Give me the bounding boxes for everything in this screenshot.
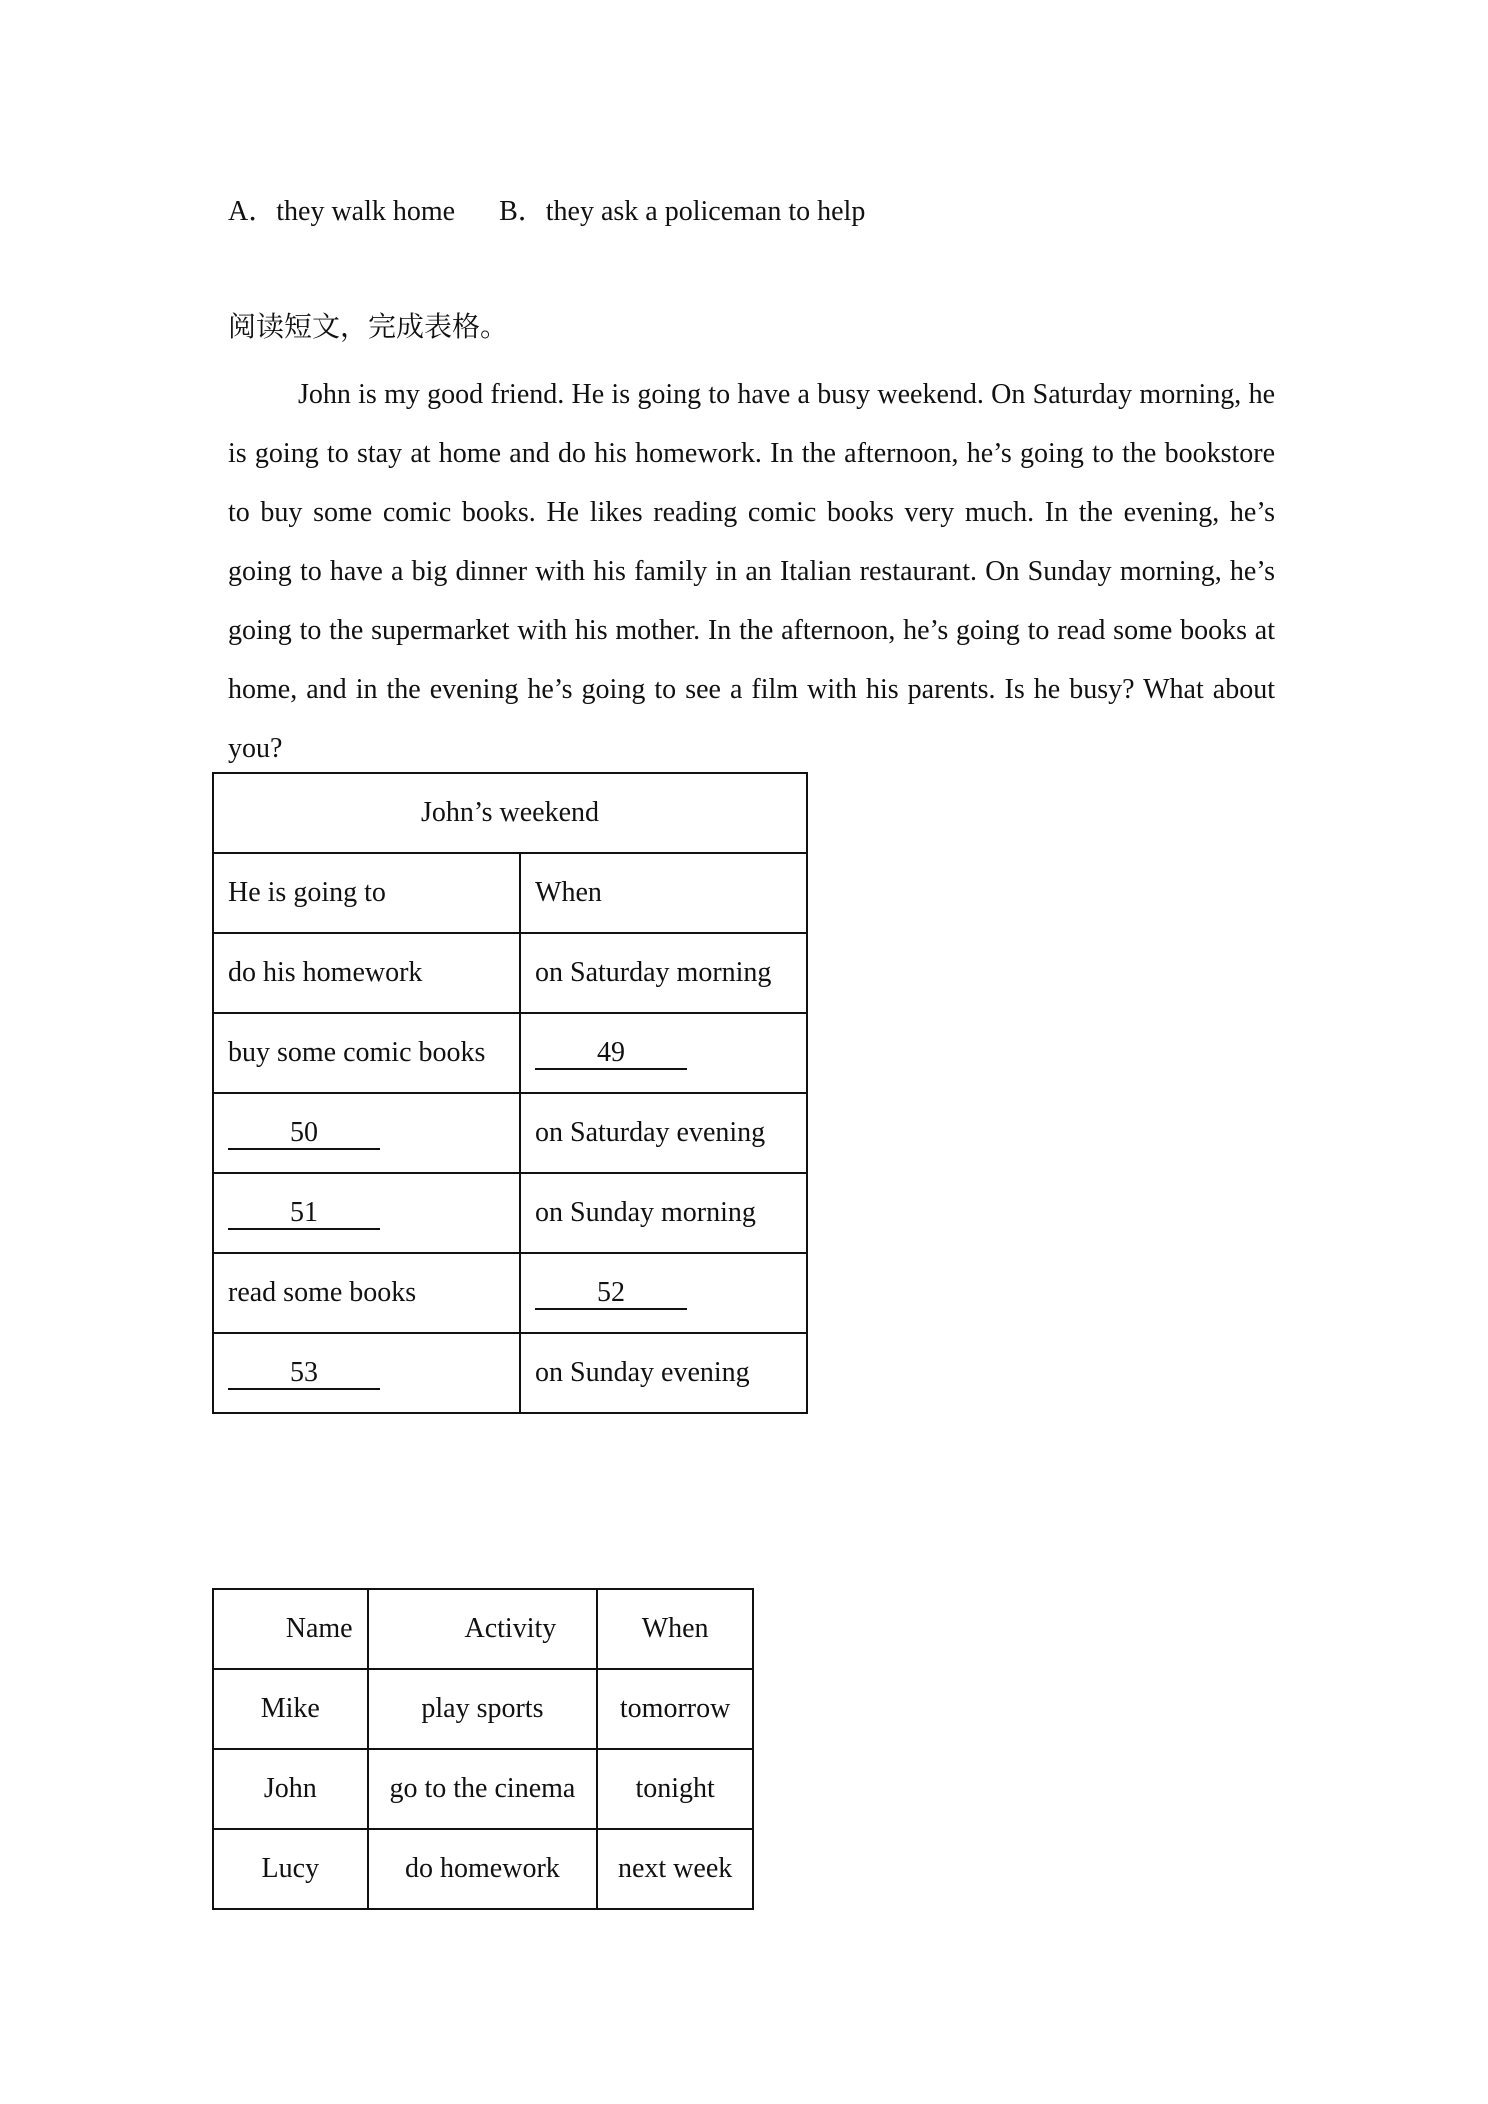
blank-cell[interactable] — [520, 1013, 807, 1093]
table-cell: tomorrow — [597, 1669, 753, 1749]
column-header-activity: Activity — [368, 1589, 598, 1669]
table-cell: buy some comic books — [213, 1013, 520, 1093]
answer-blank-52[interactable]: 52 — [535, 1278, 687, 1310]
blank-cell[interactable] — [520, 1253, 807, 1333]
answer-blank-50[interactable]: 50 — [228, 1118, 380, 1150]
blank-cell[interactable] — [213, 1333, 520, 1413]
table-cell: play sports — [368, 1669, 598, 1749]
table-cell: Mike — [213, 1669, 368, 1749]
table-title: John’s weekend — [213, 773, 807, 853]
table-cell: Lucy — [213, 1829, 368, 1909]
table-row — [213, 1093, 807, 1173]
option-a-label: A． — [228, 196, 277, 227]
activity-table — [212, 1588, 754, 1910]
table-row — [213, 1013, 807, 1093]
table-row — [213, 1253, 807, 1333]
option-a — [228, 196, 455, 227]
blank-cell[interactable] — [213, 1173, 520, 1253]
table-row — [213, 933, 807, 1013]
option-a-text: they walk home — [276, 196, 456, 227]
table-title-row — [213, 773, 807, 853]
table-row — [213, 1829, 753, 1909]
column-header-name: Name — [213, 1589, 368, 1669]
option-b-label: B． — [499, 196, 546, 227]
answer-blank-51[interactable]: 51 — [228, 1198, 380, 1230]
table-cell: go to the cinema — [368, 1749, 598, 1829]
column-header-when: When — [520, 853, 807, 933]
table-cell: on Sunday morning — [520, 1173, 807, 1253]
answer-options — [228, 190, 865, 234]
table-cell: on Saturday evening — [520, 1093, 807, 1173]
table-row — [213, 1749, 753, 1829]
table-row — [213, 1669, 753, 1749]
answer-blank-49[interactable]: 49 — [535, 1038, 687, 1070]
column-header-when: When — [597, 1589, 753, 1669]
option-b-text: they ask a policeman to help — [545, 196, 866, 227]
table-cell: do his homework — [213, 933, 520, 1013]
option-b — [499, 196, 865, 227]
weekend-table — [212, 772, 808, 1414]
table-cell: on Saturday morning — [520, 933, 807, 1013]
table-cell: read some books — [213, 1253, 520, 1333]
table-header-row — [213, 853, 807, 933]
table-header-row — [213, 1589, 753, 1669]
table-row — [213, 1333, 807, 1413]
table-cell: next week — [597, 1829, 753, 1909]
answer-blank-53[interactable]: 53 — [228, 1358, 380, 1390]
table-cell: on Sunday evening — [520, 1333, 807, 1413]
table-cell: tonight — [597, 1749, 753, 1829]
reading-passage: John is my good friend. He is going to have a busy weekend. On Saturday morning, he is going to stay at home and do his homework. In the afternoon, he’s going to the bookstore to buy some comic books. He likes reading comic books very much. In the evening, he’s going to have a big dinner with his family in an Italian restaurant. On Sunday morning, he’s going to the supermarket with his mother. In the afternoon, he’s going to read some books at home, and in the evening he’s going to see a film with his parents. Is he busy? What about you? — [228, 379, 1275, 764]
column-header-activity: He is going to — [213, 853, 520, 933]
table-cell: John — [213, 1749, 368, 1829]
table-cell: do homework — [368, 1829, 598, 1909]
blank-cell[interactable] — [213, 1093, 520, 1173]
table-row — [213, 1173, 807, 1253]
instruction: 阅读短文，完成表格。 — [228, 312, 509, 343]
